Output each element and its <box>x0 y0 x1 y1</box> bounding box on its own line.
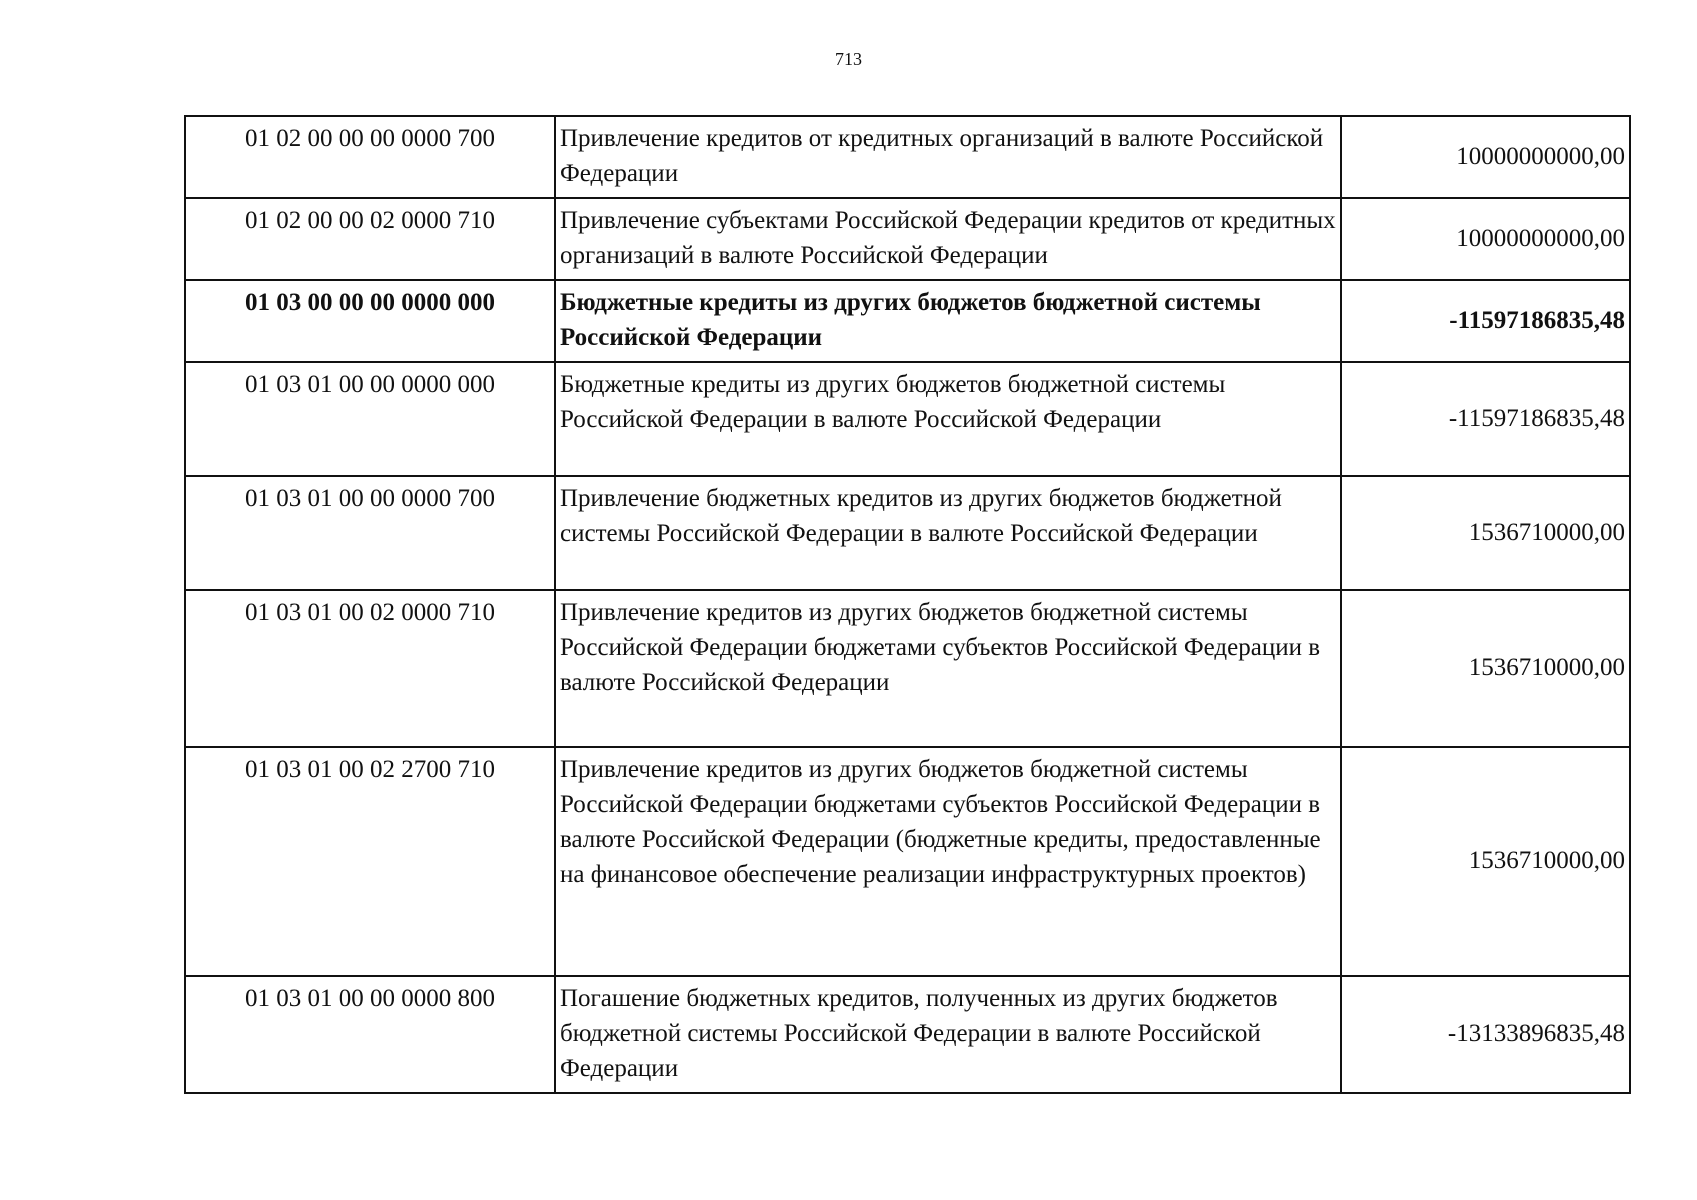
row-sum: 1536710000,00 <box>1341 590 1630 747</box>
table-row <box>185 590 1630 747</box>
page-number: 713 <box>835 49 862 69</box>
table-row <box>185 747 1630 976</box>
row-name: Привлечение кредитов от кредитных организаций в валюте Российской Федерации <box>555 116 1341 198</box>
row-sum: 1536710000,00 <box>1341 476 1630 590</box>
row-name: Привлечение кредитов из других бюджетов бюджетной системы Российской Федерации бюджетами субъектов Российской Федерации в валюте Российской Федерации (бюджетные кредиты, предоставленные на финансовое обеспечение реализации инфраструктурных проектов) <box>555 747 1341 976</box>
row-name: Бюджетные кредиты из других бюджетов бюджетной системы Российской Федерации <box>555 280 1341 362</box>
table-row <box>185 976 1630 1093</box>
row-code: 01 03 01 00 00 0000 000 <box>185 362 555 476</box>
table-row <box>185 362 1630 476</box>
row-code: 01 03 00 00 00 0000 000 <box>185 280 555 362</box>
row-name: Привлечение субъектами Российской Федерации кредитов от кредитных организаций в валюте Российской Федерации <box>555 198 1341 280</box>
row-sum: 1536710000,00 <box>1341 747 1630 976</box>
table-row <box>185 476 1630 590</box>
row-code: 01 03 01 00 02 0000 710 <box>185 590 555 747</box>
row-name: Привлечение кредитов из других бюджетов бюджетной системы Российской Федерации бюджетами субъектов Российской Федерации в валюте Российской Федерации <box>555 590 1341 747</box>
row-name: Погашение бюджетных кредитов, полученных из других бюджетов бюджетной системы Российской Федерации в валюте Российской Федерации <box>555 976 1341 1093</box>
row-code: 01 03 01 00 02 2700 710 <box>185 747 555 976</box>
row-name: Привлечение бюджетных кредитов из других бюджетов бюджетной системы Российской Федерации в валюте Российской Федерации <box>555 476 1341 590</box>
table-row <box>185 116 1630 198</box>
table-row <box>185 198 1630 280</box>
row-code: 01 03 01 00 00 0000 800 <box>185 976 555 1093</box>
row-sum: -11597186835,48 <box>1341 362 1630 476</box>
row-sum: 10000000000,00 <box>1341 198 1630 280</box>
row-code: 01 02 00 00 00 0000 700 <box>185 116 555 198</box>
row-sum: 10000000000,00 <box>1341 116 1630 198</box>
row-sum: -11597186835,48 <box>1341 280 1630 362</box>
row-code: 01 03 01 00 00 0000 700 <box>185 476 555 590</box>
row-sum: -13133896835,48 <box>1341 976 1630 1093</box>
budget-sources-table <box>184 115 1631 1094</box>
table-row <box>185 280 1630 362</box>
row-name: Бюджетные кредиты из других бюджетов бюджетной системы Российской Федерации в валюте Российской Федерации <box>555 362 1341 476</box>
row-code: 01 02 00 00 02 0000 710 <box>185 198 555 280</box>
